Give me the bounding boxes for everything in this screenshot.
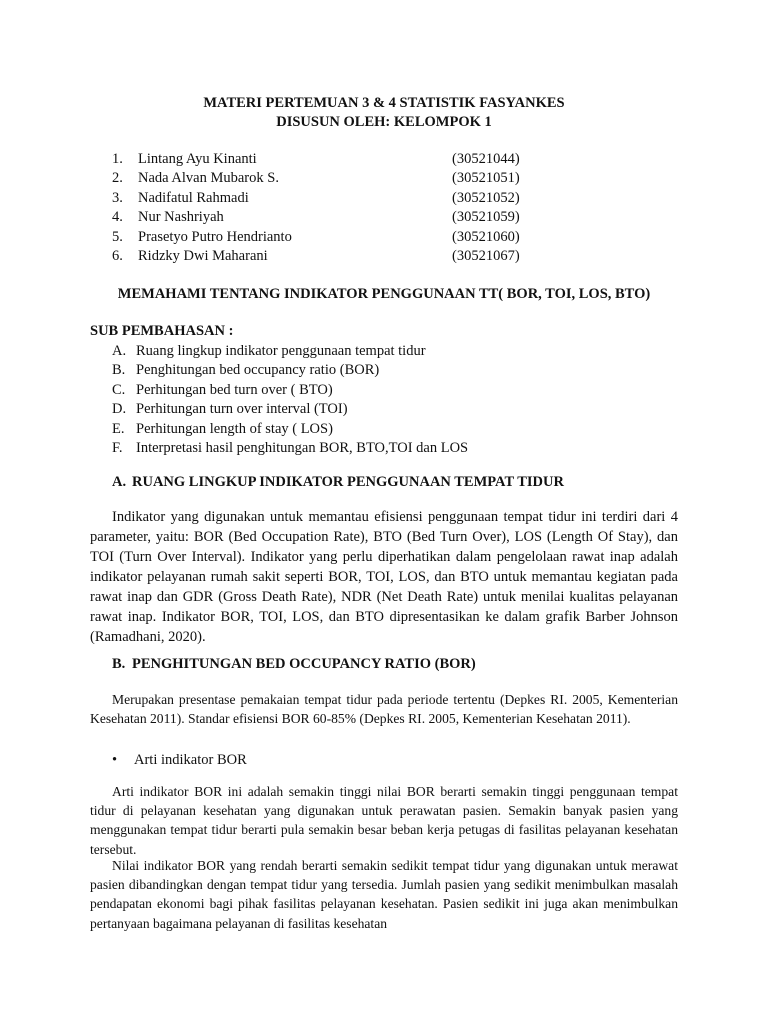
sub-heading: SUB PEMBAHASAN : bbox=[90, 323, 234, 339]
list-item bbox=[90, 342, 690, 361]
sub-letter: B. bbox=[112, 362, 126, 379]
sub-text: Interpretasi hasil penghitungan BOR, BTO,TOI dan LOS bbox=[136, 439, 469, 456]
sub-letter: F. bbox=[112, 439, 123, 456]
list-item bbox=[90, 439, 690, 458]
list-item bbox=[90, 381, 690, 400]
list-item bbox=[90, 150, 650, 169]
section-b-title: PENGHITUNGAN BED OCCUPANCY RATIO (BOR) bbox=[132, 656, 476, 672]
section-b-paragraph-3: Nilai indikator BOR yang rendah berarti semakin sedikit tempat tidur yang digunakan untuk merawat pasien dibandingkan dengan tempat tidur yang tersedia. Jumlah pasien yang sedikit menimbulkan masalah pendapatan ekonomi bagi pihak fasilitas pelayanan kesehatan. Pasien sedikit ini juga akan menimbulkan pertanyaan bagaimana pelayanan di fasilitas kesehatan bbox=[90, 858, 678, 931]
list-item bbox=[90, 420, 690, 439]
member-id: (30521051) bbox=[452, 170, 520, 187]
sub-text: Ruang lingkup indikator penggunaan tempat tidur bbox=[136, 343, 426, 359]
member-name: Ridzky Dwi Maharani bbox=[138, 247, 268, 264]
bullet-icon: • bbox=[112, 752, 118, 768]
member-name: Nadifatul Rahmadi bbox=[138, 189, 249, 206]
document-subtitle: DISUSUN OLEH: KELOMPOK 1 bbox=[276, 114, 492, 130]
sub-text: Perhitungan length of stay ( LOS) bbox=[136, 420, 333, 437]
member-id: (30521059) bbox=[452, 209, 520, 226]
sub-letter: D. bbox=[112, 401, 127, 418]
sub-topic-list bbox=[90, 342, 690, 458]
member-id: (30521044) bbox=[452, 151, 520, 167]
section-b-label: B. bbox=[112, 656, 126, 672]
list-item bbox=[90, 228, 650, 247]
sub-text: Perhitungan bed turn over ( BTO) bbox=[136, 381, 333, 398]
section-a-label: A. bbox=[112, 474, 127, 490]
member-id: (30521060) bbox=[452, 228, 520, 245]
member-number: 6. bbox=[112, 247, 123, 264]
section-b-heading bbox=[112, 656, 476, 673]
bullet-text: Arti indikator BOR bbox=[134, 752, 247, 768]
section-a-title: RUANG LINGKUP INDIKATOR PENGGUNAAN TEMPAT TIDUR bbox=[132, 474, 564, 490]
member-number: 4. bbox=[112, 209, 123, 226]
member-name: Nur Nashriyah bbox=[138, 209, 224, 226]
section-a-paragraph: Indikator yang digunakan untuk memantau efisiensi penggunaan tempat tidur ini terdiri dari 4 parameter, yaitu: BOR (Bed Occupation Rate), BTO (Bed Turn Over), LOS (Length Of Stay), dan TOI (Turn Over Interval). Indikator yang perlu diperhatikan dalam pengelolaan rawat inap adalah indikator pelayanan rumah sakit seperti BOR, TOI, LOS, dan BTO untuk memantau kegiatan pada rawat inap dan GDR (Gross Death Rate), NDR (Net Death Rate) untuk menilai kualitas pelayanan rawat inap. Indikator BOR, TOI, LOS, dan BTO dipresentasikan ke dalam grafik Barber Johnson (Ramadhani, 2020). bbox=[90, 509, 678, 645]
section-b-paragraph: Merupakan presentase pemakaian tempat tidur pada periode tertentu (Depkes RI. 2005, Kementerian Kesehatan 2011). Standar efisiensi BOR 60-85% (Depkes RI. 2005, Kementerian Kesehatan 2011). bbox=[90, 692, 678, 727]
list-item bbox=[90, 208, 650, 227]
list-item bbox=[90, 189, 650, 208]
document-title: MATERI PERTEMUAN 3 & 4 STATISTIK FASYANKES bbox=[203, 95, 565, 111]
member-name: Lintang Ayu Kinanti bbox=[138, 151, 257, 167]
section-b-paragraph-2: Arti indikator BOR ini adalah semakin tinggi nilai BOR berarti semakin tinggi penggunaan tempat tidur di pelayanan kesehatan yang digunakan untuk perawatan pasien. Semakin banyak pasien yang menggunakan tempat tidur berarti pula semakin besar beban kerja petugas di fasilitas pelayanan kesehatan tersebut. bbox=[90, 784, 678, 857]
sub-letter: C. bbox=[112, 381, 126, 398]
main-heading: MEMAHAMI TENTANG INDIKATOR PENGGUNAAN TT( BOR, TOI, LOS, BTO) bbox=[117, 286, 651, 302]
member-number: 3. bbox=[112, 189, 123, 206]
sub-text: Perhitungan turn over interval (TOI) bbox=[136, 401, 348, 418]
member-list bbox=[90, 150, 650, 266]
list-item bbox=[90, 169, 650, 188]
list-item bbox=[90, 361, 690, 380]
list-item bbox=[90, 400, 690, 419]
sub-letter: E. bbox=[112, 420, 125, 437]
member-id: (30521067) bbox=[452, 247, 520, 264]
bullet-item bbox=[112, 752, 247, 769]
member-number: 2. bbox=[112, 170, 123, 187]
sub-text: Penghitungan bed occupancy ratio (BOR) bbox=[136, 362, 380, 379]
member-name: Prasetyo Putro Hendrianto bbox=[138, 228, 292, 245]
member-name: Nada Alvan Mubarok S. bbox=[138, 170, 279, 187]
member-number: 5. bbox=[112, 228, 123, 245]
member-number: 1. bbox=[112, 151, 123, 167]
member-id: (30521052) bbox=[452, 189, 520, 206]
sub-letter: A. bbox=[112, 343, 127, 359]
list-item bbox=[90, 247, 650, 266]
section-a-heading bbox=[112, 474, 564, 491]
